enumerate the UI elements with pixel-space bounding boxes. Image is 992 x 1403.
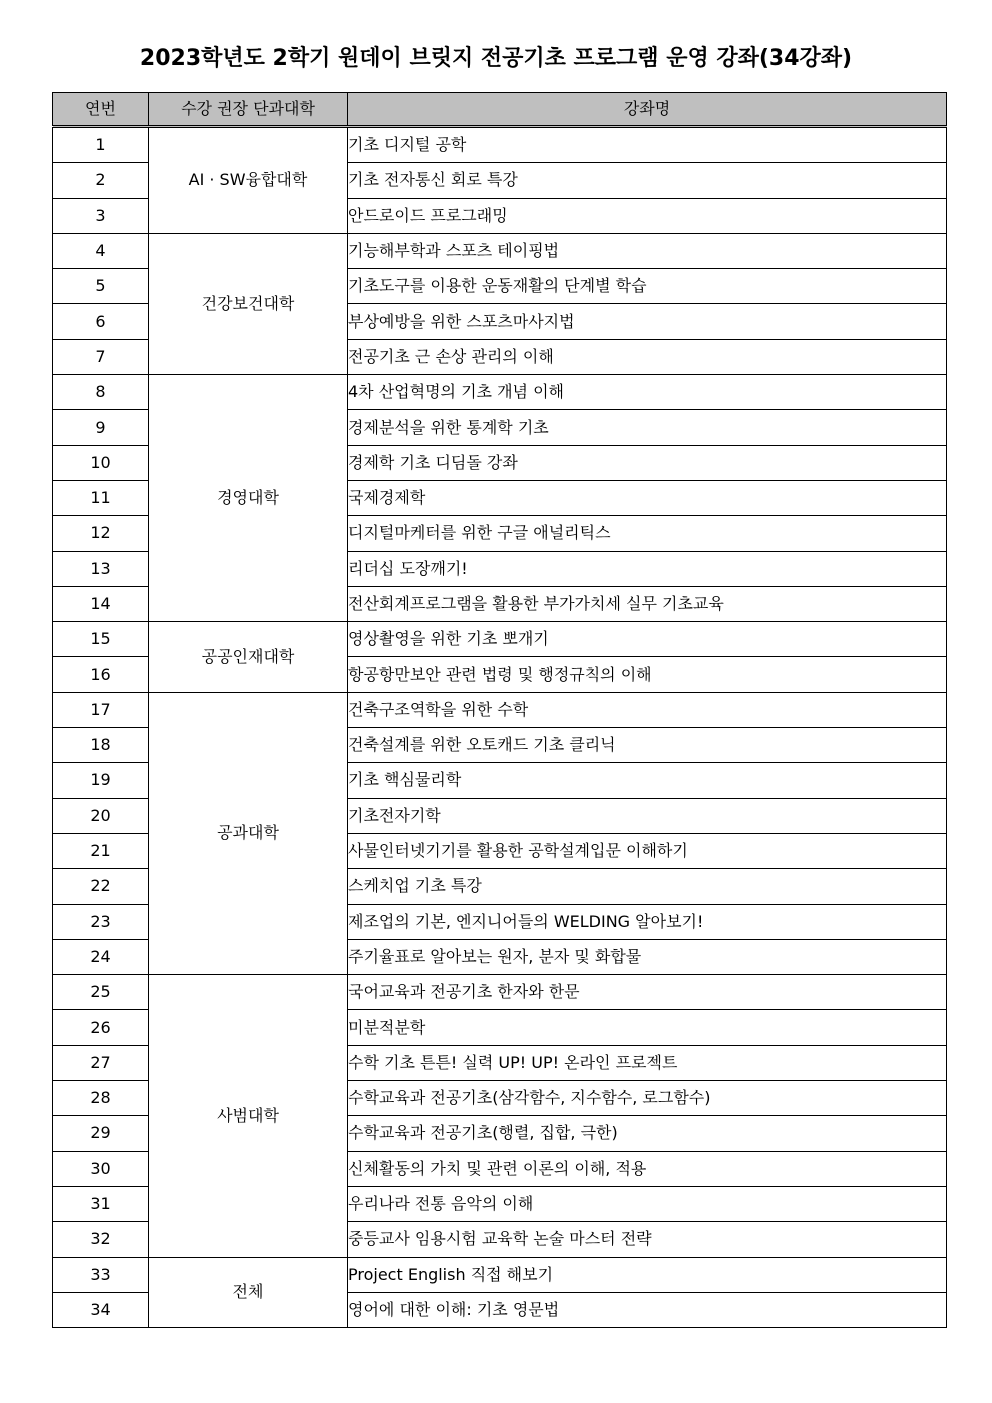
college-cell: 건강보건대학 bbox=[149, 233, 348, 374]
course-name: 수학 기초 튼튼! 실력 UP! UP! 온라인 프로젝트 bbox=[348, 1045, 947, 1080]
course-name: 건축구조역학을 위한 수학 bbox=[348, 692, 947, 727]
header-college: 수강 권장 단과대학 bbox=[149, 93, 348, 127]
course-name: 건축설계를 위한 오토캐드 기초 클리닉 bbox=[348, 728, 947, 763]
course-name: 중등교사 임용시험 교육학 논술 마스터 전략 bbox=[348, 1222, 947, 1257]
course-name: 영어에 대한 이해: 기초 영문법 bbox=[348, 1292, 947, 1327]
row-number: 31 bbox=[53, 1186, 149, 1221]
row-number: 34 bbox=[53, 1292, 149, 1327]
row-number: 5 bbox=[53, 269, 149, 304]
course-name: 신체활동의 가치 및 관련 이론의 이해, 적용 bbox=[348, 1151, 947, 1186]
row-number: 27 bbox=[53, 1045, 149, 1080]
course-name: 리더십 도장깨기! bbox=[348, 551, 947, 586]
course-name: 기초전자기학 bbox=[348, 798, 947, 833]
table-row bbox=[53, 127, 947, 163]
course-name: 경제학 기초 디딤돌 강좌 bbox=[348, 445, 947, 480]
course-name: 국어교육과 전공기초 한자와 한문 bbox=[348, 975, 947, 1010]
course-name: 주기율표로 알아보는 원자, 분자 및 화합물 bbox=[348, 939, 947, 974]
row-number: 12 bbox=[53, 516, 149, 551]
course-name: 기능해부학과 스포츠 테이핑법 bbox=[348, 233, 947, 268]
college-cell: 공과대학 bbox=[149, 692, 348, 974]
course-name: 수학교육과 전공기초(행렬, 집합, 극한) bbox=[348, 1116, 947, 1151]
table-body bbox=[53, 127, 947, 1328]
college-cell: 전체 bbox=[149, 1257, 348, 1328]
row-number: 4 bbox=[53, 233, 149, 268]
table-row bbox=[53, 1257, 947, 1292]
course-name: 영상촬영을 위한 기초 뽀개기 bbox=[348, 622, 947, 657]
course-name: 제조업의 기본, 엔지니어들의 WELDING 알아보기! bbox=[348, 904, 947, 939]
course-name: 안드로이드 프로그래밍 bbox=[348, 198, 947, 233]
row-number: 7 bbox=[53, 339, 149, 374]
row-number: 15 bbox=[53, 622, 149, 657]
course-name: 기초 디지털 공학 bbox=[348, 127, 947, 163]
college-cell: 경영대학 bbox=[149, 375, 348, 622]
page-title: 2023학년도 2학기 원데이 브릿지 전공기초 프로그램 운영 강좌(34강좌) bbox=[139, 46, 853, 71]
course-name: 미분적분학 bbox=[348, 1010, 947, 1045]
course-name: 전산회계프로그램을 활용한 부가가치세 실무 기초교육 bbox=[348, 586, 947, 621]
row-number: 23 bbox=[53, 904, 149, 939]
row-number: 11 bbox=[53, 480, 149, 515]
course-name: 경제분석을 위한 통계학 기초 bbox=[348, 410, 947, 445]
course-name: Project English 직접 해보기 bbox=[348, 1257, 947, 1292]
college-cell: 사범대학 bbox=[149, 975, 348, 1257]
header-number: 연번 bbox=[53, 93, 149, 127]
course-name: 부상예방을 위한 스포츠마사지법 bbox=[348, 304, 947, 339]
course-name: 항공항만보안 관련 법령 및 행정규칙의 이해 bbox=[348, 657, 947, 692]
course-name: 기초도구를 이용한 운동재활의 단계별 학습 bbox=[348, 269, 947, 304]
course-name: 스케치업 기초 특강 bbox=[348, 869, 947, 904]
course-table bbox=[52, 92, 947, 1328]
row-number: 8 bbox=[53, 375, 149, 410]
course-name: 사물인터넷기기를 활용한 공학설계입문 이해하기 bbox=[348, 833, 947, 868]
college-cell: 공공인재대학 bbox=[149, 622, 348, 693]
row-number: 6 bbox=[53, 304, 149, 339]
row-number: 19 bbox=[53, 763, 149, 798]
row-number: 3 bbox=[53, 198, 149, 233]
row-number: 13 bbox=[53, 551, 149, 586]
row-number: 22 bbox=[53, 869, 149, 904]
table-row bbox=[53, 622, 947, 657]
row-number: 18 bbox=[53, 728, 149, 763]
row-number: 2 bbox=[53, 163, 149, 198]
course-name: 국제경제학 bbox=[348, 480, 947, 515]
row-number: 33 bbox=[53, 1257, 149, 1292]
row-number: 1 bbox=[53, 127, 149, 163]
course-name: 우리나라 전통 음악의 이해 bbox=[348, 1186, 947, 1221]
course-name: 4차 산업혁명의 기초 개념 이해 bbox=[348, 375, 947, 410]
row-number: 32 bbox=[53, 1222, 149, 1257]
row-number: 28 bbox=[53, 1081, 149, 1116]
row-number: 16 bbox=[53, 657, 149, 692]
header-course: 강좌명 bbox=[348, 93, 947, 127]
table-row bbox=[53, 375, 947, 410]
row-number: 21 bbox=[53, 833, 149, 868]
row-number: 20 bbox=[53, 798, 149, 833]
row-number: 24 bbox=[53, 939, 149, 974]
course-name: 디지털마케터를 위한 구글 애널리틱스 bbox=[348, 516, 947, 551]
table-header-row bbox=[53, 93, 947, 127]
row-number: 14 bbox=[53, 586, 149, 621]
row-number: 17 bbox=[53, 692, 149, 727]
row-number: 26 bbox=[53, 1010, 149, 1045]
table-row bbox=[53, 692, 947, 727]
row-number: 10 bbox=[53, 445, 149, 480]
course-name: 기초 핵심물리학 bbox=[348, 763, 947, 798]
course-name: 기초 전자통신 회로 특강 bbox=[348, 163, 947, 198]
row-number: 9 bbox=[53, 410, 149, 445]
row-number: 30 bbox=[53, 1151, 149, 1186]
college-cell: AI · SW융합대학 bbox=[149, 127, 348, 234]
row-number: 25 bbox=[53, 975, 149, 1010]
table-row bbox=[53, 233, 947, 268]
table-row bbox=[53, 975, 947, 1010]
row-number: 29 bbox=[53, 1116, 149, 1151]
course-name: 전공기초 근 손상 관리의 이해 bbox=[348, 339, 947, 374]
course-name: 수학교육과 전공기초(삼각함수, 지수함수, 로그함수) bbox=[348, 1081, 947, 1116]
